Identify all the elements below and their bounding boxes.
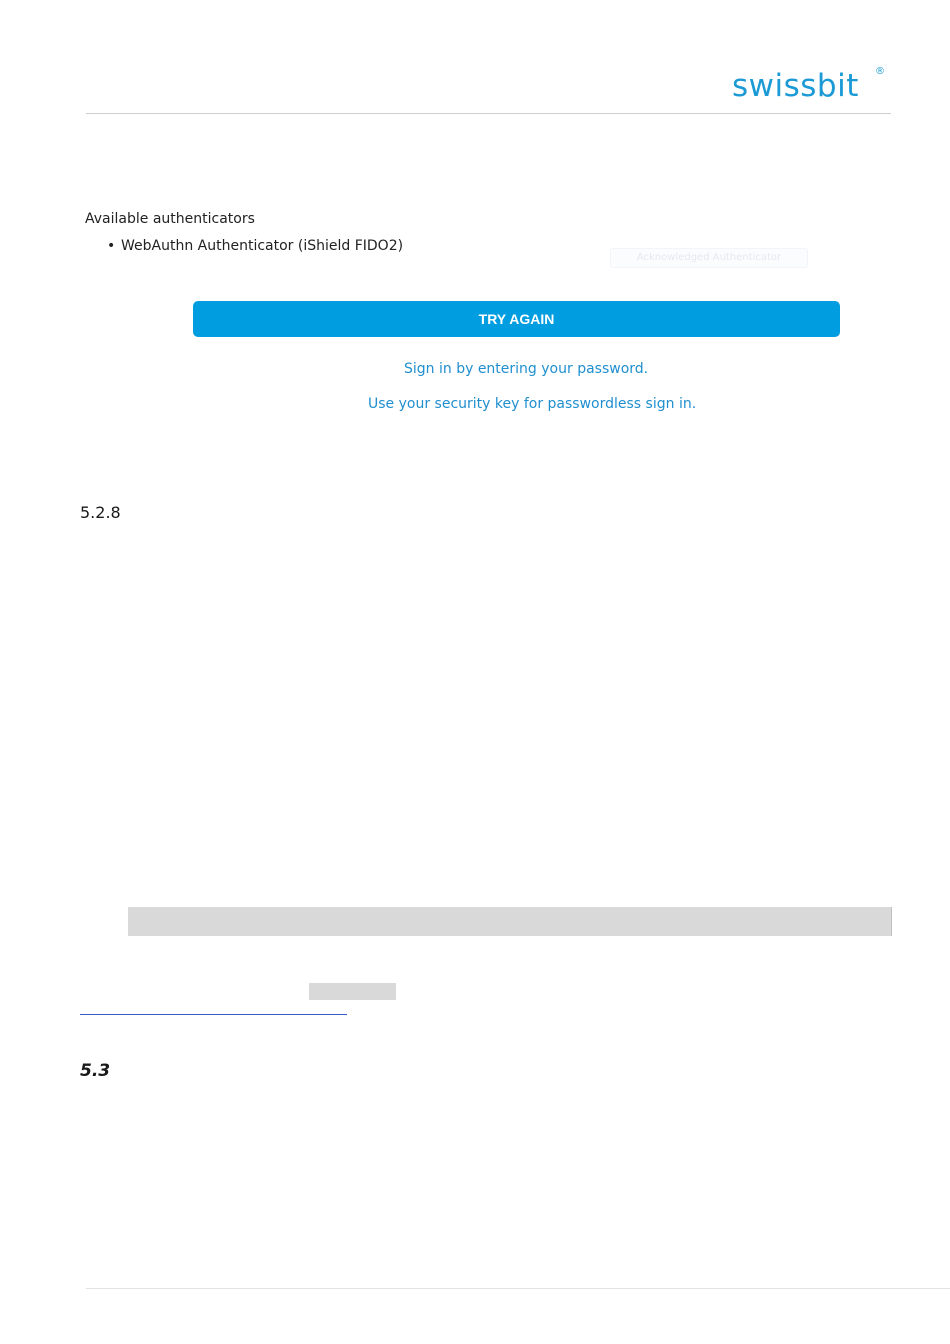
footer-divider — [86, 1288, 950, 1289]
faded-status-text: Acknowledged Authenticator — [636, 252, 782, 263]
logo-text: swissbit — [732, 68, 859, 104]
authenticator-label: WebAuthn Authenticator (iShield FIDO2) — [121, 238, 404, 254]
redacted-bar — [128, 907, 892, 936]
list-item — [105, 236, 403, 256]
password-sign-in-link[interactable]: Sign in by entering your password. — [404, 361, 649, 377]
bullet-icon: • — [107, 238, 116, 254]
faded-status-box — [610, 248, 808, 268]
header-divider — [86, 113, 891, 114]
registered-mark: ® — [875, 66, 886, 77]
hyperlink-underline[interactable] — [80, 1014, 347, 1015]
available-authenticators-heading: Available authenticators — [85, 211, 255, 227]
try-again-button[interactable]: TRY AGAIN — [193, 301, 840, 337]
section-number-5-3: 5.3 — [80, 1061, 111, 1081]
authenticator-list — [105, 236, 403, 256]
section-number-5-2-8: 5.2.8 — [80, 503, 121, 522]
swissbit-logo — [732, 66, 886, 106]
redacted-chip — [309, 983, 396, 1000]
security-key-sign-in-link[interactable]: Use your security key for passwordless sign in. — [368, 396, 697, 412]
